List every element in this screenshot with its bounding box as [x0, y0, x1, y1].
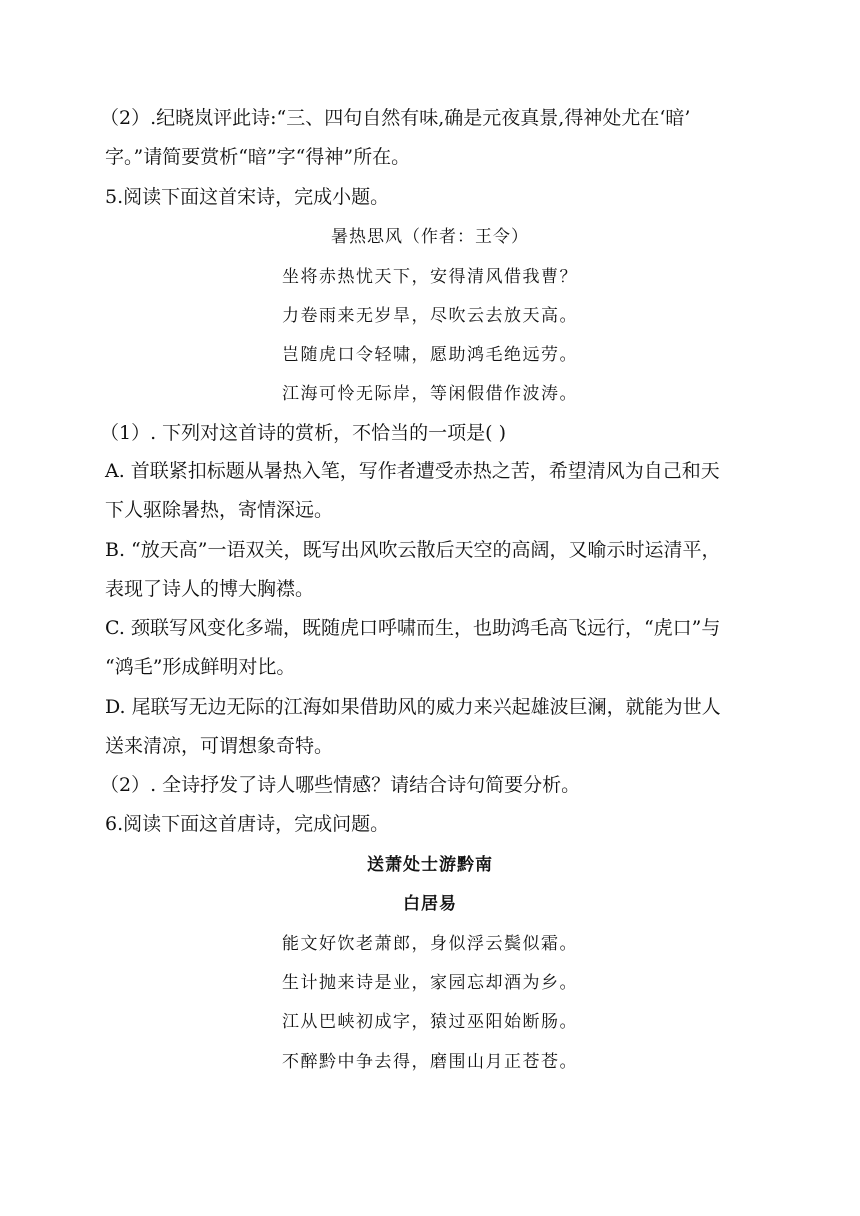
q5-poem-line: 力卷雨来无岁旱，尽吹云去放天高。: [282, 306, 578, 326]
q6-poem-line: 能文好饮老萧郎，身似浮云鬓似霜。: [282, 934, 578, 954]
q6-poem-title: 送萧处士游黔南: [367, 855, 493, 875]
q6-intro: 6.阅读下面这首唐诗，完成问题。: [105, 813, 390, 835]
q6-poem-line: 不醉黔中争去得，磨围山月正苍苍。: [282, 1052, 578, 1072]
q5-option-c-line2: “鸿毛”形成鲜明对比。: [105, 656, 296, 678]
q4-sub2-line2: 字。”请简要赏析“暗”字“得神”所在。: [105, 146, 411, 168]
q5-option-a-line1: A. 首联紧扣标题从暑热入笔，写作者遭受赤热之苦，希望清风为自己和天: [105, 460, 720, 482]
q5-sub2-stem: （2）. 全诗抒发了诗人哪些情感？请结合诗句简要分析。: [100, 774, 581, 796]
q5-option-d-line1: D. 尾联写无边无际的江海如果借助风的威力来兴起雄波巨澜，就能为世人: [105, 696, 721, 718]
q5-option-a-line2: 下人驱除暑热，寄情深远。: [105, 499, 334, 521]
q5-poem-line: 坐将赤热忧天下，安得清风借我曹？: [282, 267, 578, 287]
q5-option-c-line1: C. 颈联写风变化多端，既随虎口呼啸而生，也助鸿毛高飞远行，“虎口”与: [105, 617, 721, 639]
q6-poem-line: 江从巴峡初成字，猿过巫阳始断肠。: [282, 1012, 578, 1032]
q5-option-b-line1: B. “放天高”一语双关，既写出风吹云散后天空的高阔，又喻示时运清平，: [105, 539, 721, 561]
q6-poem-line: 生计抛来诗是业，家园忘却酒为乡。: [282, 973, 578, 993]
q5-poem-line: 江海可怜无际岸，等闲假借作波涛。: [282, 384, 578, 404]
q5-option-b-line2: 表现了诗人的博大胸襟。: [105, 578, 315, 600]
q5-sub1-stem: （1）. 下列对这首诗的赏析，不恰当的一项是( ): [100, 422, 507, 444]
q5-option-d-line2: 送来清凉，可谓想象奇特。: [105, 735, 334, 757]
q4-sub2-line1: （2）.纪晓岚评此诗:“三、四句自然有味,确是元夜真景,得神处尤在‘暗’: [100, 107, 691, 129]
q6-poem-author: 白居易: [403, 894, 457, 914]
q5-poem-title: 暑热思风（作者：王令）: [331, 227, 529, 247]
q5-intro: 5.阅读下面这首宋诗，完成小题。: [105, 186, 390, 208]
q5-poem-line: 岂随虎口令轻啸，愿助鸿毛绝远劳。: [282, 345, 578, 365]
